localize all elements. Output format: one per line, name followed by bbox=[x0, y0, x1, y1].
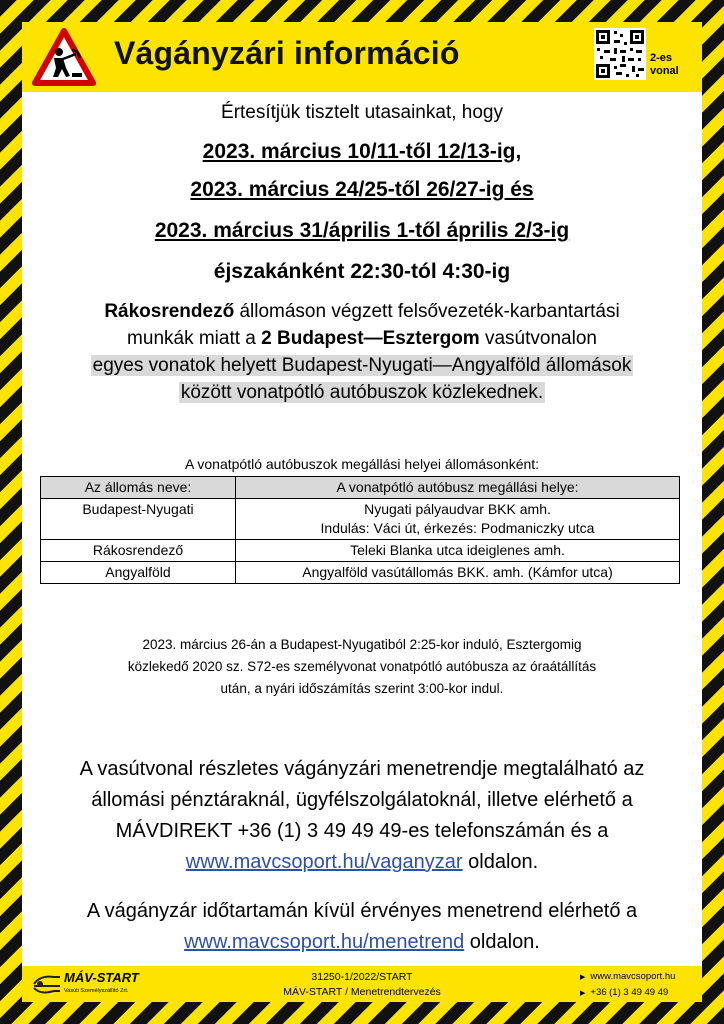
qr-code-icon[interactable] bbox=[594, 28, 646, 80]
station-name-bold: Rákosrendező bbox=[104, 301, 235, 322]
stop-cell: Teleki Blanka utca ideiglenes amh. bbox=[236, 540, 680, 562]
line-number-badge bbox=[650, 52, 679, 78]
timetable-info bbox=[22, 754, 702, 878]
intro-text: Értesítjük tisztelt utasainkat, hogy bbox=[221, 102, 503, 123]
column-header-stop: A vonatpótló autóbusz megállási helye: bbox=[236, 477, 680, 499]
link-suffix: oldalon. bbox=[462, 851, 539, 873]
info-line: A vágányzár időtartamán kívül érvényes menetrend elérhető a bbox=[86, 900, 638, 922]
station-cell: Rákosrendező bbox=[41, 540, 236, 562]
nightly-time-range: éjszakánként 22:30-tól 4:30-ig bbox=[213, 260, 511, 283]
closure-date-1: 2023. március 10/11-től 12/13-ig, bbox=[202, 140, 522, 163]
footer-bar bbox=[22, 966, 702, 1002]
page-title: Vágányzári információ bbox=[114, 35, 460, 71]
note-line: közlekedő 2020 sz. S72-es személyvonat vonatpótló autóbusza az óraátállítás bbox=[127, 659, 597, 674]
station-cell: Angyalföld bbox=[41, 562, 236, 584]
description-text: munkák miatt a bbox=[127, 328, 262, 349]
line-label-word: vonal bbox=[650, 65, 679, 77]
reference-department: MÁV-START / Menetrendtervezés bbox=[283, 986, 441, 998]
description-text: állomáson végzett felsővezeték-karbantartási bbox=[234, 301, 620, 322]
highlighted-text: egyes vonatok helyett Budapest-Nyugati—Angyalföld állomások bbox=[92, 355, 632, 376]
table-caption: A vonatpótló autóbuszok megállási helyei állomásonként: bbox=[184, 456, 540, 472]
notice-sheet bbox=[22, 22, 702, 1002]
bus-stop-table bbox=[40, 476, 680, 584]
closure-date-2: 2023. március 24/25-től 26/27-ig és bbox=[190, 178, 534, 201]
note-line: 2023. március 26-án a Budapest-Nyugatiból 2:25-kor induló, Esztergomig bbox=[142, 637, 582, 652]
contact-block bbox=[580, 969, 675, 1001]
description-line-1 bbox=[22, 298, 702, 325]
info-line: állomási pénztáraknál, ügyfélszolgálatoknál, illetve elérhető a bbox=[91, 789, 633, 811]
stop-detail: Indulás: Váci út, érkezés: Podmaniczky utca bbox=[320, 520, 595, 536]
vaganyzar-link[interactable]: www.mavcsoport.hu/vaganyzar bbox=[185, 851, 463, 873]
website-item[interactable] bbox=[580, 969, 675, 985]
logo-text: MÁV-START bbox=[64, 970, 139, 985]
railway-line-bold: 2 Budapest—Esztergom bbox=[261, 328, 480, 349]
highlighted-text: között vonatpótló autóbuszok közlekednek. bbox=[180, 382, 544, 403]
play-arrow-icon: ▶ bbox=[580, 990, 586, 997]
phone-text: +36 (1) 3 49 49 49 bbox=[590, 987, 669, 998]
note-line: után, a nyári időszámítás szerint 3:00-kor indul. bbox=[220, 681, 504, 696]
reference-number: 31250-1/2022/START bbox=[311, 971, 413, 983]
table-row bbox=[41, 562, 680, 584]
info-line bbox=[22, 847, 702, 878]
table-header-row bbox=[41, 477, 680, 499]
roadwork-warning-icon bbox=[32, 28, 96, 86]
line-label-number: 2-es bbox=[650, 52, 673, 64]
website-text: www.mavcsoport.hu bbox=[590, 971, 676, 982]
play-arrow-icon: ▶ bbox=[580, 974, 586, 981]
stop-cell bbox=[236, 499, 680, 540]
reference-block bbox=[262, 970, 462, 1000]
description-line-4 bbox=[22, 379, 702, 406]
closure-date-3: 2023. március 31/április 1-től április 2/3-ig bbox=[154, 219, 570, 242]
header-banner bbox=[22, 22, 702, 92]
stop-location: Nyugati pályaudvar BKK amh. bbox=[364, 501, 551, 517]
regular-timetable-info bbox=[22, 896, 702, 958]
closure-description bbox=[22, 298, 702, 406]
info-line: A vasútvonal részletes vágányzári menetrendje megtalálható az bbox=[79, 758, 645, 780]
logo-subtitle: Vasúti Személyszállító Zrt. bbox=[64, 988, 129, 994]
time-change-note bbox=[22, 634, 702, 700]
description-text: vasútvonalon bbox=[479, 328, 597, 349]
station-cell: Budapest-Nyugati bbox=[41, 499, 236, 540]
column-header-station: Az állomás neve: bbox=[41, 477, 236, 499]
link-suffix: oldalon. bbox=[464, 931, 540, 953]
description-line-2 bbox=[22, 325, 702, 352]
mav-start-logo-icon bbox=[32, 973, 62, 995]
description-line-3 bbox=[22, 352, 702, 379]
phone-item[interactable] bbox=[580, 985, 675, 1001]
menetrend-link[interactable]: www.mavcsoport.hu/menetrend bbox=[184, 931, 465, 953]
table-row bbox=[41, 540, 680, 562]
info-line: MÁVDIREKT +36 (1) 3 49 49 49-es telefonszámán és a bbox=[115, 820, 609, 842]
stop-cell: Angyalföld vasútállomás BKK. amh. (Kámfor utca) bbox=[236, 562, 680, 584]
info-line bbox=[22, 927, 702, 958]
table-row bbox=[41, 499, 680, 540]
